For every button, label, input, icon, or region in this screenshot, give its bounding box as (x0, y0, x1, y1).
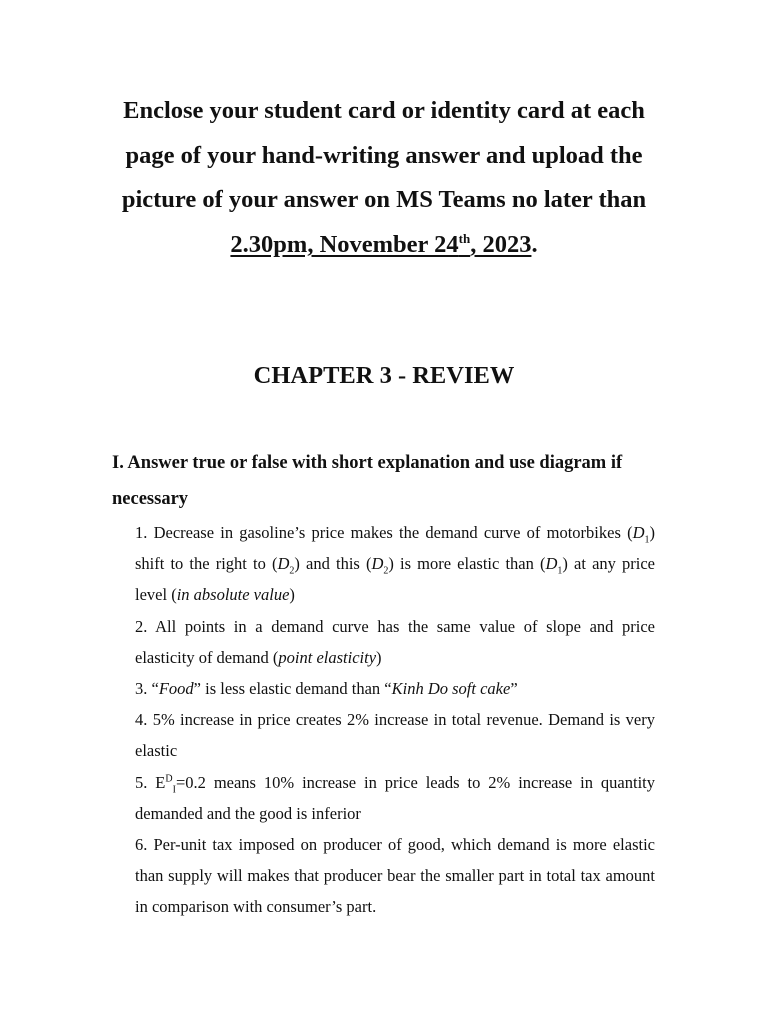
deadline-time: 2.30pm, November 24 (230, 230, 459, 258)
deadline-year: , 2023 (470, 230, 532, 258)
q1-text-5: ) at any price level ( (135, 554, 656, 605)
chapter-title: CHAPTER 3 - REVIEW (253, 362, 515, 389)
question-6: 6. Per-unit tax imposed on producer of good, which demand is more elastic than supply will makes that producer bear the smaller part in total tax amount in comparison with consumer’s part. (135, 835, 655, 917)
notice-line-2: page of your hand-writing answer and upload the (125, 141, 643, 169)
q1-text-2: ) shift to the right to ( (135, 523, 655, 574)
question-list (135, 517, 655, 923)
q1-symbol-d2-repeat: D (371, 554, 384, 574)
q5-subscript: I (172, 783, 176, 795)
submission-notice (84, 89, 684, 267)
notice-line-3: picture of your answer on MS Teams no later than (121, 186, 647, 214)
q3-text-3: ” (510, 679, 518, 699)
q1-text-1: 1. Decrease in gasoline’s price makes the demand curve of motorbikes ( (135, 523, 633, 542)
q5-text-2: =0.2 means 10% increase in price leads to 2% increase in quantity demanded and the good is inferior (135, 772, 655, 823)
q1-symbol-d1: D (632, 523, 645, 542)
question-2 (135, 611, 655, 673)
q1-subscript-1: 1 (644, 534, 650, 546)
q2-text-1: 2. All points in a demand curve has the same value of slope and price elasticity of demand ( (135, 616, 655, 667)
q1-symbol-d2: D (277, 554, 290, 574)
q3-italic-cake: Kinh Do soft cake (391, 679, 511, 699)
q2-italic-note: point elasticity (278, 647, 377, 667)
q3-text-1: 3. “ (135, 679, 159, 699)
notice-line-1: Enclose your student card or identity card at each (123, 97, 645, 124)
q3-italic-food: Food (158, 679, 194, 699)
q1-text-4: ) is more elastic than ( (388, 554, 546, 574)
q2-text-2: ) (376, 647, 382, 667)
question-4: 4. 5% increase in price creates 2% increase in total revenue. Demand is very elastic (135, 710, 655, 761)
q5-superscript: D (165, 773, 173, 785)
question-1 (135, 517, 655, 611)
q5-text-1: 5. E (135, 772, 166, 792)
deadline (230, 231, 531, 258)
deadline-period: . (531, 230, 538, 258)
q1-text-6: ) (289, 585, 295, 605)
deadline-ordinal: th (458, 230, 471, 246)
question-3 (135, 673, 655, 704)
q1-subscript-2: 2 (289, 565, 295, 577)
q1-italic-note: in absolute value (176, 585, 290, 605)
q3-text-2: ” is less elastic demand than “ (193, 679, 392, 699)
q1-text-3: ) and this ( (294, 554, 372, 574)
q1-symbol-d1-repeat: D (545, 554, 558, 574)
q1-subscript-1-repeat: 1 (557, 565, 563, 577)
section-heading: I. Answer true or false with short explanation and use diagram if necessary (112, 453, 623, 509)
q1-subscript-2-repeat: 2 (383, 565, 389, 577)
question-5 (135, 767, 655, 829)
